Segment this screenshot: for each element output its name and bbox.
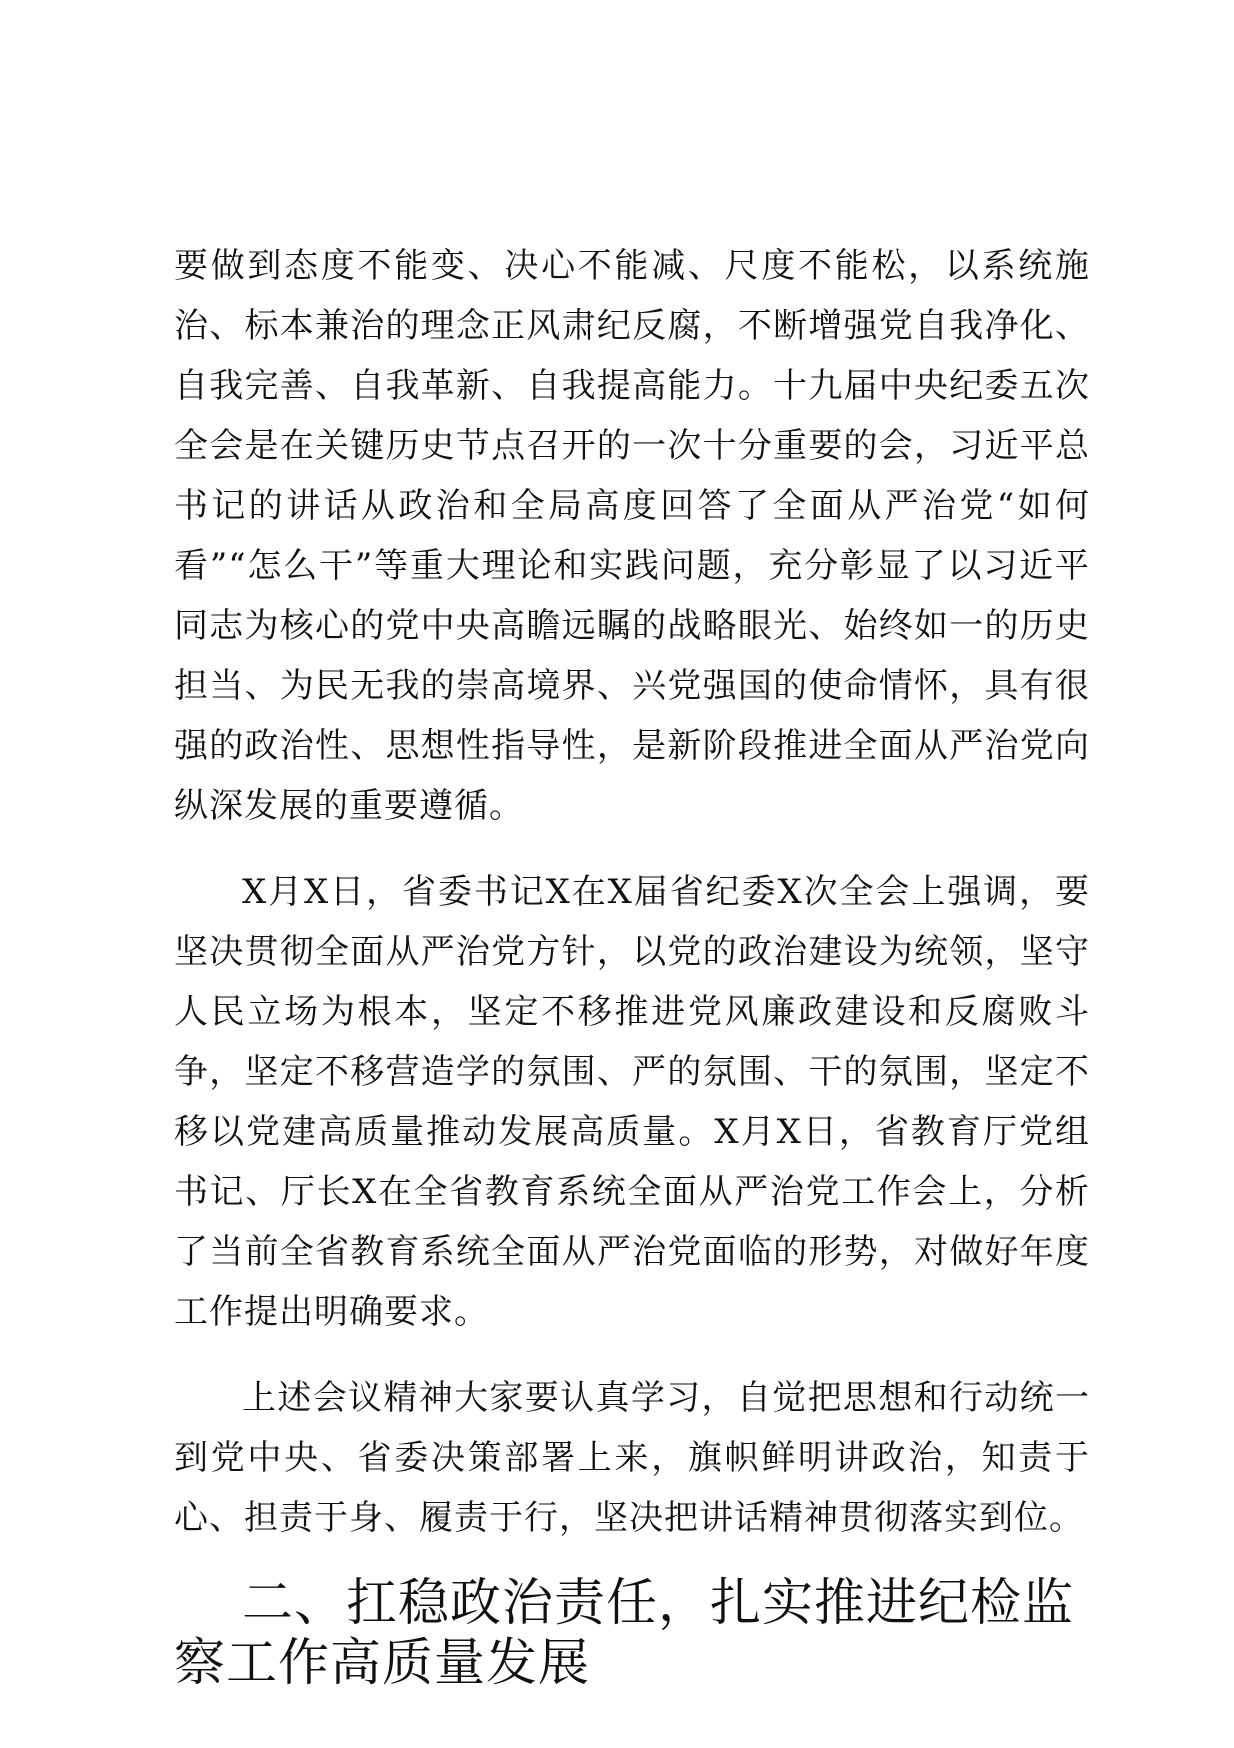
document-body xyxy=(174,236,1090,1694)
paragraph-3: 上述会议精神大家要认真学习，自觉把思想和行动统一到党中央、省委决策部署上来，旗帜鲜明讲政治，知责于心、担责于身、履责于行，坚决把讲话精神贯彻落实到位。 xyxy=(174,1378,1090,1538)
paragraph-1: 要做到态度不能变、决心不能减、尺度不能松，以系统施治、标本兼治的理念正风肃纪反腐，不断增强党自我净化、自我完善、自我革新、自我提高能力。十九届中央纪委五次全会是在关键历史节点召开的一次十分重要的会，习近平总书记的讲话从政治和全局高度回答了全面从严治党“如何看”“怎么干”等重大理论和实践问题，充分彰显了以习近平同志为核心的党中央高瞻远瞩的战略眼光、始终如一的历史担当、为民无我的崇高境界、兴党强国的使命情怀，具有很强的政治性、思想性指导性，是新阶段推进全面从严治党向纵深发展的重要遵循。 xyxy=(174,246,1090,826)
section-heading: 二、扛稳政治责任，扎实推进纪检监察工作高质量发展 xyxy=(174,1574,1075,1693)
paragraph-2: X月X日，省委书记X在X届省纪委X次全会上强调，要坚决贯彻全面从严治党方针，以党的政治建设为统领，坚守人民立场为根本，坚定不移推进党风廉政建设和反腐败斗争，坚定不移营造学的氛围、严的氛围、干的氛围，坚定不移以党建高质量推动发展高质量。X月X日，省教育厅党组书记、厅长X在全省教育系统全面从严治党工作会上，分析了当前全省教育系统全面从严治党面临的形势，对做好年度工作提出明确要求。 xyxy=(174,872,1090,1332)
